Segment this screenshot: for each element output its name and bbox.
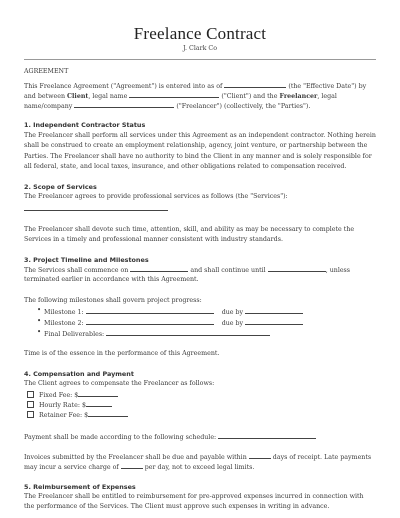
header-divider [24, 59, 376, 60]
section-5-line: The Freelancer shall be entitled to reimbursement for pre-approved expenses incurred in connection with [24, 493, 364, 500]
end-date-blank[interactable] [268, 264, 326, 272]
fixed-fee-checkbox[interactable] [27, 391, 34, 398]
retainer-fee-blank[interactable] [88, 409, 128, 417]
bullet-icon: • [37, 306, 42, 314]
services-blank[interactable] [24, 210, 168, 211]
section-2-line: Services in a timely and professional manner consistent with industry standards. [24, 236, 283, 243]
option-label: Hourly Rate: $ [39, 402, 86, 409]
milestone-2-date-blank[interactable] [245, 317, 303, 325]
invoice-text: days of receipt. Late payments [272, 454, 372, 461]
service-charge-blank[interactable] [121, 461, 143, 469]
section-1-line: Parties. The Freelancer shall have no authority to bind the Client in any manner and is solely responsible for [24, 153, 372, 160]
due-label: due by [221, 309, 244, 316]
agreement-text: name/company [24, 103, 73, 110]
agreement-label: AGREEMENT [24, 68, 69, 75]
milestone-2-blank[interactable] [86, 317, 214, 325]
schedule-text: Payment shall be made according to the following schedule: [24, 434, 217, 441]
agreement-text: ("Client") and the [221, 93, 280, 100]
document-title: Freelance Contract [133, 24, 267, 43]
section-1-line: The Freelancer shall perform all services under this Agreement as an independent contractor. Nothing herein [24, 132, 376, 139]
milestone-label: Milestone 1: [44, 309, 84, 316]
milestone-label: Final Deliverables: [44, 331, 105, 338]
bullet-icon: • [37, 328, 42, 336]
agreement-text: (the "Effective Date") by [288, 83, 367, 90]
section-4-intro: The Client agrees to compensate the Freelancer as follows: [24, 380, 215, 387]
client-term: Client [67, 93, 89, 100]
payment-schedule [24, 431, 376, 443]
start-date-blank[interactable] [130, 264, 188, 272]
hourly-rate-checkbox[interactable] [27, 401, 34, 408]
section-3-text: and shall continue until [190, 267, 266, 274]
invoice-line-2 [24, 461, 376, 473]
essence-clause: Time is of the essence in the performance of this Agreement. [24, 350, 220, 357]
milestones-intro: The following milestones shall govern project progress: [24, 297, 202, 304]
hourly-rate-blank[interactable] [86, 399, 112, 407]
section-4-heading: 4. Compensation and Payment [24, 370, 134, 378]
section-1-line: shall be construed to create an employment relationship, agency, joint venture, or partnership between the [24, 142, 368, 149]
retainer-fee-checkbox[interactable] [27, 411, 34, 418]
option-label: Retainer Fee: $ [39, 412, 89, 419]
freelancer-term: Freelancer [279, 93, 318, 100]
payment-days-blank[interactable] [249, 451, 271, 459]
company-name: J. Clark Co [182, 45, 218, 52]
effective-date-blank[interactable] [224, 80, 286, 88]
due-label: due by [221, 320, 244, 327]
section-3-text: The Services shall commence on [24, 267, 129, 274]
agreement-text: , legal [317, 93, 337, 100]
agreement-text: This Freelance Agreement ("Agreement") is entered into as of [24, 83, 225, 90]
payment-schedule-blank[interactable] [218, 431, 316, 439]
final-deliverables-blank[interactable] [106, 328, 270, 336]
section-2-heading: 2. Scope of Services [24, 183, 97, 191]
agreement-text: ("Freelancer") (collectively, the "Parties"). [176, 103, 311, 110]
section-2-intro: The Freelancer agrees to provide professional services as follows (the "Services"): [24, 193, 288, 200]
section-2-line: The Freelancer shall devote such time, attention, skill, and ability as may be necessary to complete the [24, 226, 355, 233]
milestone-label: Milestone 2: [44, 320, 84, 327]
section-1-heading: 1. Independent Contractor Status [24, 121, 146, 129]
section-1-line: all federal, state, and local taxes, insurance, and other obligations related to compensation received. [24, 163, 347, 170]
section-5-line: the performance of the Services. The Client must approve such expenses in writing in advance. [24, 503, 330, 510]
section-5-heading: 5. Reimbursement of Expenses [24, 483, 136, 491]
freelancer-name-blank[interactable] [74, 100, 174, 108]
agreement-text: , legal name [88, 93, 128, 100]
agreement-line-3 [24, 100, 376, 112]
section-3-text: , unless [325, 267, 351, 274]
section-3-heading: 3. Project Timeline and Milestones [24, 256, 149, 264]
milestone-1-date-blank[interactable] [245, 306, 303, 314]
invoice-text: Invoices submitted by the Freelancer shall be due and payable within [24, 454, 247, 461]
invoice-text: per day, not to exceed legal limits. [144, 464, 255, 471]
agreement-text: and between [24, 93, 68, 100]
milestone-final [44, 328, 396, 340]
option-label: Fixed Fee: $ [39, 392, 79, 399]
fixed-fee-blank[interactable] [78, 389, 118, 397]
invoice-text: may incur a service charge of [24, 464, 119, 471]
bullet-icon: • [37, 317, 42, 325]
milestone-1-blank[interactable] [86, 306, 214, 314]
retainer-fee-option [39, 409, 391, 421]
section-3-line-2: terminated earlier in accordance with this Agreement. [24, 276, 199, 283]
client-name-blank[interactable] [129, 90, 219, 98]
